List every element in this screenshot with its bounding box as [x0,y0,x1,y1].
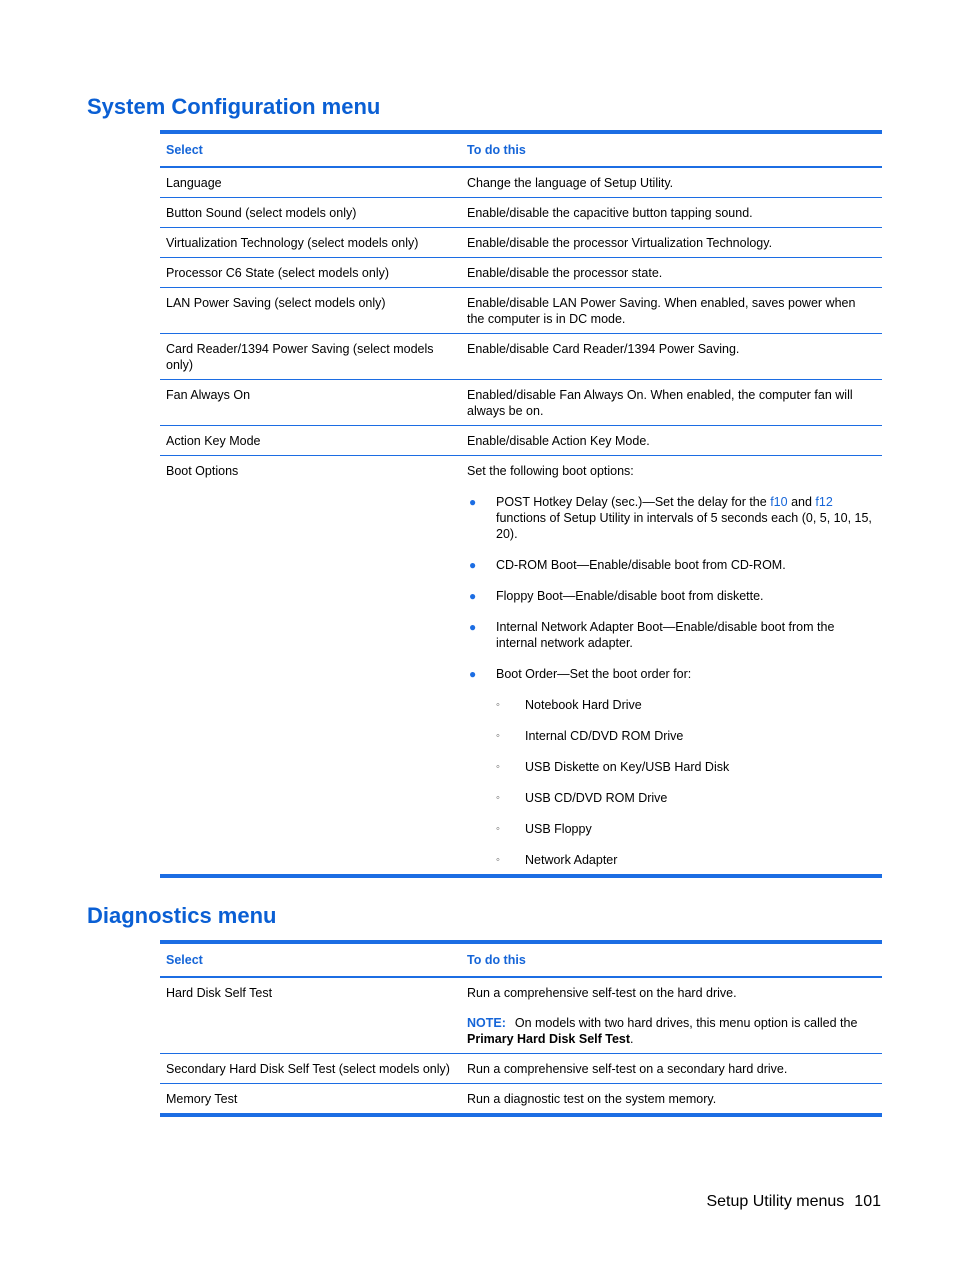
select-cell: Boot Options [166,464,239,478]
bullet-icon: ● [469,495,477,509]
table-header-row [160,942,882,977]
sub-list-item: ◦ Notebook Hard Drive [496,698,642,712]
description-cell: Enable/disable LAN Power Saving. When enabled, saves power when the computer is in DC mode. [461,288,882,334]
select-cell: Memory Test [166,1092,238,1106]
bullet-icon: ● [469,620,477,634]
table-row [160,1054,882,1084]
sub-list-item: ◦ USB Diskette on Key/USB Hard Disk [496,760,730,774]
boot-options-intro: Set the following boot options: [467,464,634,478]
circle-bullet-icon: ◦ [496,823,500,835]
select-cell: Button Sound (select models only) [160,198,461,228]
select-cell: Secondary Hard Disk Self Test (select models only) [160,1054,461,1084]
key-f10: f10 [770,495,788,509]
diagnostics-table [160,940,882,1117]
system-configuration-table [160,130,882,878]
list-item: ● Boot Order—Set the boot order for: ◦ Notebook Hard Drive ◦ Internal CD/DVD ROM Drive ◦ USB Diskette on Key/USB Hard Disk ◦ USB CD/DVD ROM Drive ◦ USB Floppy ◦ Network Adapter [467,666,876,868]
key-f12: f12 [815,495,833,509]
description-cell: Run a diagnostic test on the system memory. [467,1092,717,1106]
select-cell: Action Key Mode [160,426,461,456]
list-item: ● Internal Network Adapter Boot—Enable/disable boot from the internal network adapter. [469,620,835,650]
select-cell: Processor C6 State (select models only) [160,258,461,288]
description-cell: Enable/disable Card Reader/1394 Power Saving. [461,334,882,380]
table-row [160,258,882,288]
sub-list-item: ◦ USB CD/DVD ROM Drive [496,791,668,805]
sub-list-item: ◦ Internal CD/DVD ROM Drive [496,729,684,743]
sub-list-item: ◦ USB Floppy [496,822,592,836]
table-row [160,167,882,198]
list-item: ● CD-ROM Boot—Enable/disable boot from CD-ROM. [469,558,786,572]
select-cell: LAN Power Saving (select models only) [160,288,461,334]
column-header-to-do-this: To do this [461,942,882,977]
description-cell: Enable/disable Action Key Mode. [461,426,882,456]
bullet-icon: ● [469,558,477,572]
description-cell: Enable/disable the processor Virtualization Technology. [461,228,882,258]
section-title-system-configuration: System Configuration menu [87,94,381,119]
table-row-boot-options [160,456,882,877]
circle-bullet-icon: ◦ [496,699,500,711]
list-item: ● Floppy Boot—Enable/disable boot from diskette. [469,589,764,603]
column-header-to-do-this: To do this [461,132,882,167]
select-cell: Card Reader/1394 Power Saving (select models only) [160,334,461,380]
table-row [160,288,882,334]
select-cell: Fan Always On [160,380,461,426]
boot-order-list [496,697,876,868]
list-item: ● POST Hotkey Delay (sec.)—Set the delay for the f10 and f12 functions of Setup Utility in intervals of 5 seconds each (0, 5, 10, 15, 20). [469,495,872,541]
select-cell: Language [160,167,461,198]
circle-bullet-icon: ◦ [496,854,500,866]
select-cell: Virtualization Technology (select models only) [160,228,461,258]
column-header-select: Select [160,942,461,977]
table-row [160,228,882,258]
circle-bullet-icon: ◦ [496,761,500,773]
section-title-diagnostics: Diagnostics menu [87,903,277,928]
select-cell: Hard Disk Self Test [160,977,461,1054]
footer-section-name: Setup Utility menus [706,1193,845,1210]
page-number: 101 [854,1193,881,1210]
circle-bullet-icon: ◦ [496,730,500,742]
sub-list-item: ◦ Network Adapter [496,853,618,867]
table-row [160,1084,882,1116]
description-cell: Enable/disable the processor state. [461,258,882,288]
description-cell: Change the language of Setup Utility. [461,167,882,198]
description-cell: Run a comprehensive self-test on a secondary hard drive. [461,1054,882,1084]
page-footer [706,1192,881,1212]
note-label: NOTE: [467,1016,506,1030]
table-row [160,977,882,1054]
table-row [160,198,882,228]
circle-bullet-icon: ◦ [496,792,500,804]
note: NOTE: On models with two hard drives, this menu option is called the Primary Hard Disk Self Test. [467,1016,858,1046]
description-cell [461,456,882,877]
description-cell: Enabled/disable Fan Always On. When enabled, the computer fan will always be on. [461,380,882,426]
bullet-icon: ● [469,667,477,681]
table-row [160,334,882,380]
column-header-select: Select [160,132,461,167]
table-header-row [160,132,882,167]
description-cell: Run a comprehensive self-test on the hard drive. NOTE: On models with two hard drives, this menu option is called the Primary Hard Disk Self Test. [461,977,882,1054]
description-cell: Enable/disable the capacitive button tapping sound. [461,198,882,228]
bullet-icon: ● [469,589,477,603]
table-row [160,380,882,426]
table-row [160,426,882,456]
boot-options-list [467,494,876,868]
